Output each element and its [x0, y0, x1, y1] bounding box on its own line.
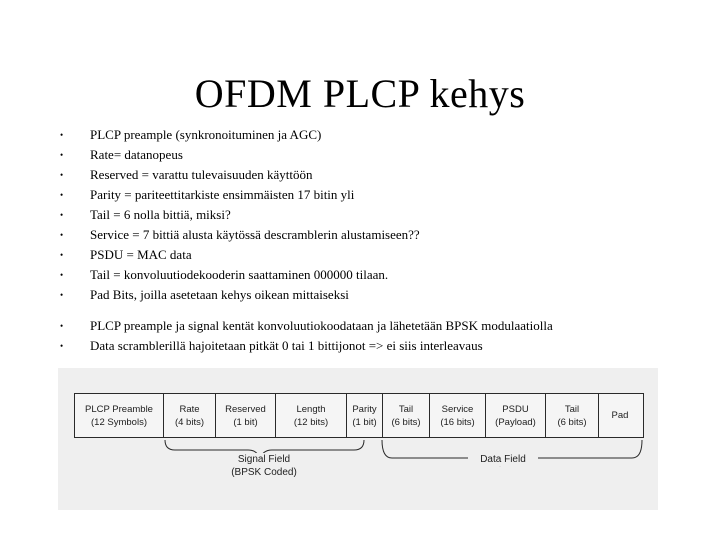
bullet-item [60, 245, 700, 265]
bullet-item [60, 145, 700, 165]
field-name: PLCP Preamble [85, 403, 153, 415]
bullet-marker: • [60, 170, 64, 180]
bullet-item [60, 125, 700, 145]
bullet-text: Tail = 6 nolla bittiä, miksi? [90, 207, 231, 222]
field-brackets [58, 368, 658, 510]
bullet-item [60, 285, 700, 305]
bullet-item [60, 316, 700, 336]
field-name: Tail [398, 403, 414, 415]
bullet-text: Reserved = varattu tulevaisuuden käyttöön [90, 167, 313, 182]
field-name: Service [441, 403, 474, 415]
field-name: Pad [611, 410, 629, 421]
bullet-marker: • [60, 150, 64, 160]
bullet-marker: • [60, 210, 64, 220]
bullet-marker: • [60, 321, 64, 331]
bullet-text: PLCP preample ja signal kentät konvoluutiokoodataan ja lähetetään BPSK modulaatiolla [90, 318, 553, 333]
bullet-text: Data scramblerillä hajoitetaan pitkät 0 tai 1 bittijonot => ei siis interleavaus [90, 338, 483, 353]
bullet-text: Tail = konvoluutiodekooderin saattaminen 000000 tilaan. [90, 267, 389, 282]
field-name: Rate [179, 403, 200, 415]
bullet-item [60, 265, 700, 285]
field-size: (1 bit) [352, 416, 377, 428]
bullet-group-2 [60, 316, 700, 356]
bullet-text: PSDU = MAC data [90, 247, 192, 262]
field-size: (Payload) [495, 416, 536, 428]
bullet-item [60, 185, 700, 205]
field-size: (16 bits) [440, 416, 475, 428]
field-name: PSDU [502, 403, 529, 415]
field-name: Parity [352, 403, 377, 415]
bullet-marker: • [60, 250, 64, 260]
signal-field-label [228, 453, 300, 479]
field-size: (12 bits) [293, 416, 329, 428]
bullet-item [60, 205, 700, 225]
field-size: (12 Symbols) [91, 416, 147, 428]
bullet-marker: • [60, 130, 64, 140]
field-size: (1 bit) [233, 416, 258, 428]
field-size: (6 bits) [557, 416, 587, 428]
field-size: (4 bits) [174, 416, 205, 428]
signal-field-subtitle: (BPSK Coded) [231, 467, 297, 478]
signal-field-title: Signal Field [237, 454, 291, 465]
bullet-text: Rate= datanopeus [90, 147, 183, 162]
data-field-label: Data Field [468, 453, 538, 466]
field-name: Reserved [225, 403, 266, 415]
field-size: (6 bits) [391, 416, 421, 428]
bullet-text: Parity = pariteettitarkiste ensimmäisten 17 bitin yli [90, 187, 355, 202]
slide-title: OFDM PLCP kehys [194, 71, 526, 116]
bullet-marker: • [60, 290, 64, 300]
bullet-group-1 [60, 125, 700, 305]
bullet-marker: • [60, 190, 64, 200]
plcp-frame-figure [58, 368, 658, 510]
bullet-marker: • [60, 230, 64, 240]
bullet-text: Service = 7 bittiä alusta käytössä descramblerin alustamiseen?? [90, 227, 420, 242]
bullet-item [60, 336, 700, 356]
bullet-list [60, 125, 700, 356]
field-name: Tail [564, 403, 580, 415]
bullet-marker: • [60, 270, 64, 280]
bullet-marker: • [60, 341, 64, 351]
bullet-text: Pad Bits, joilla asetetaan kehys oikean mittaiseksi [90, 287, 349, 302]
bullet-text: PLCP preample (synkronoituminen ja AGC) [90, 127, 322, 142]
bullet-item [60, 225, 700, 245]
bullet-item [60, 165, 700, 185]
field-name: Length [296, 403, 326, 415]
